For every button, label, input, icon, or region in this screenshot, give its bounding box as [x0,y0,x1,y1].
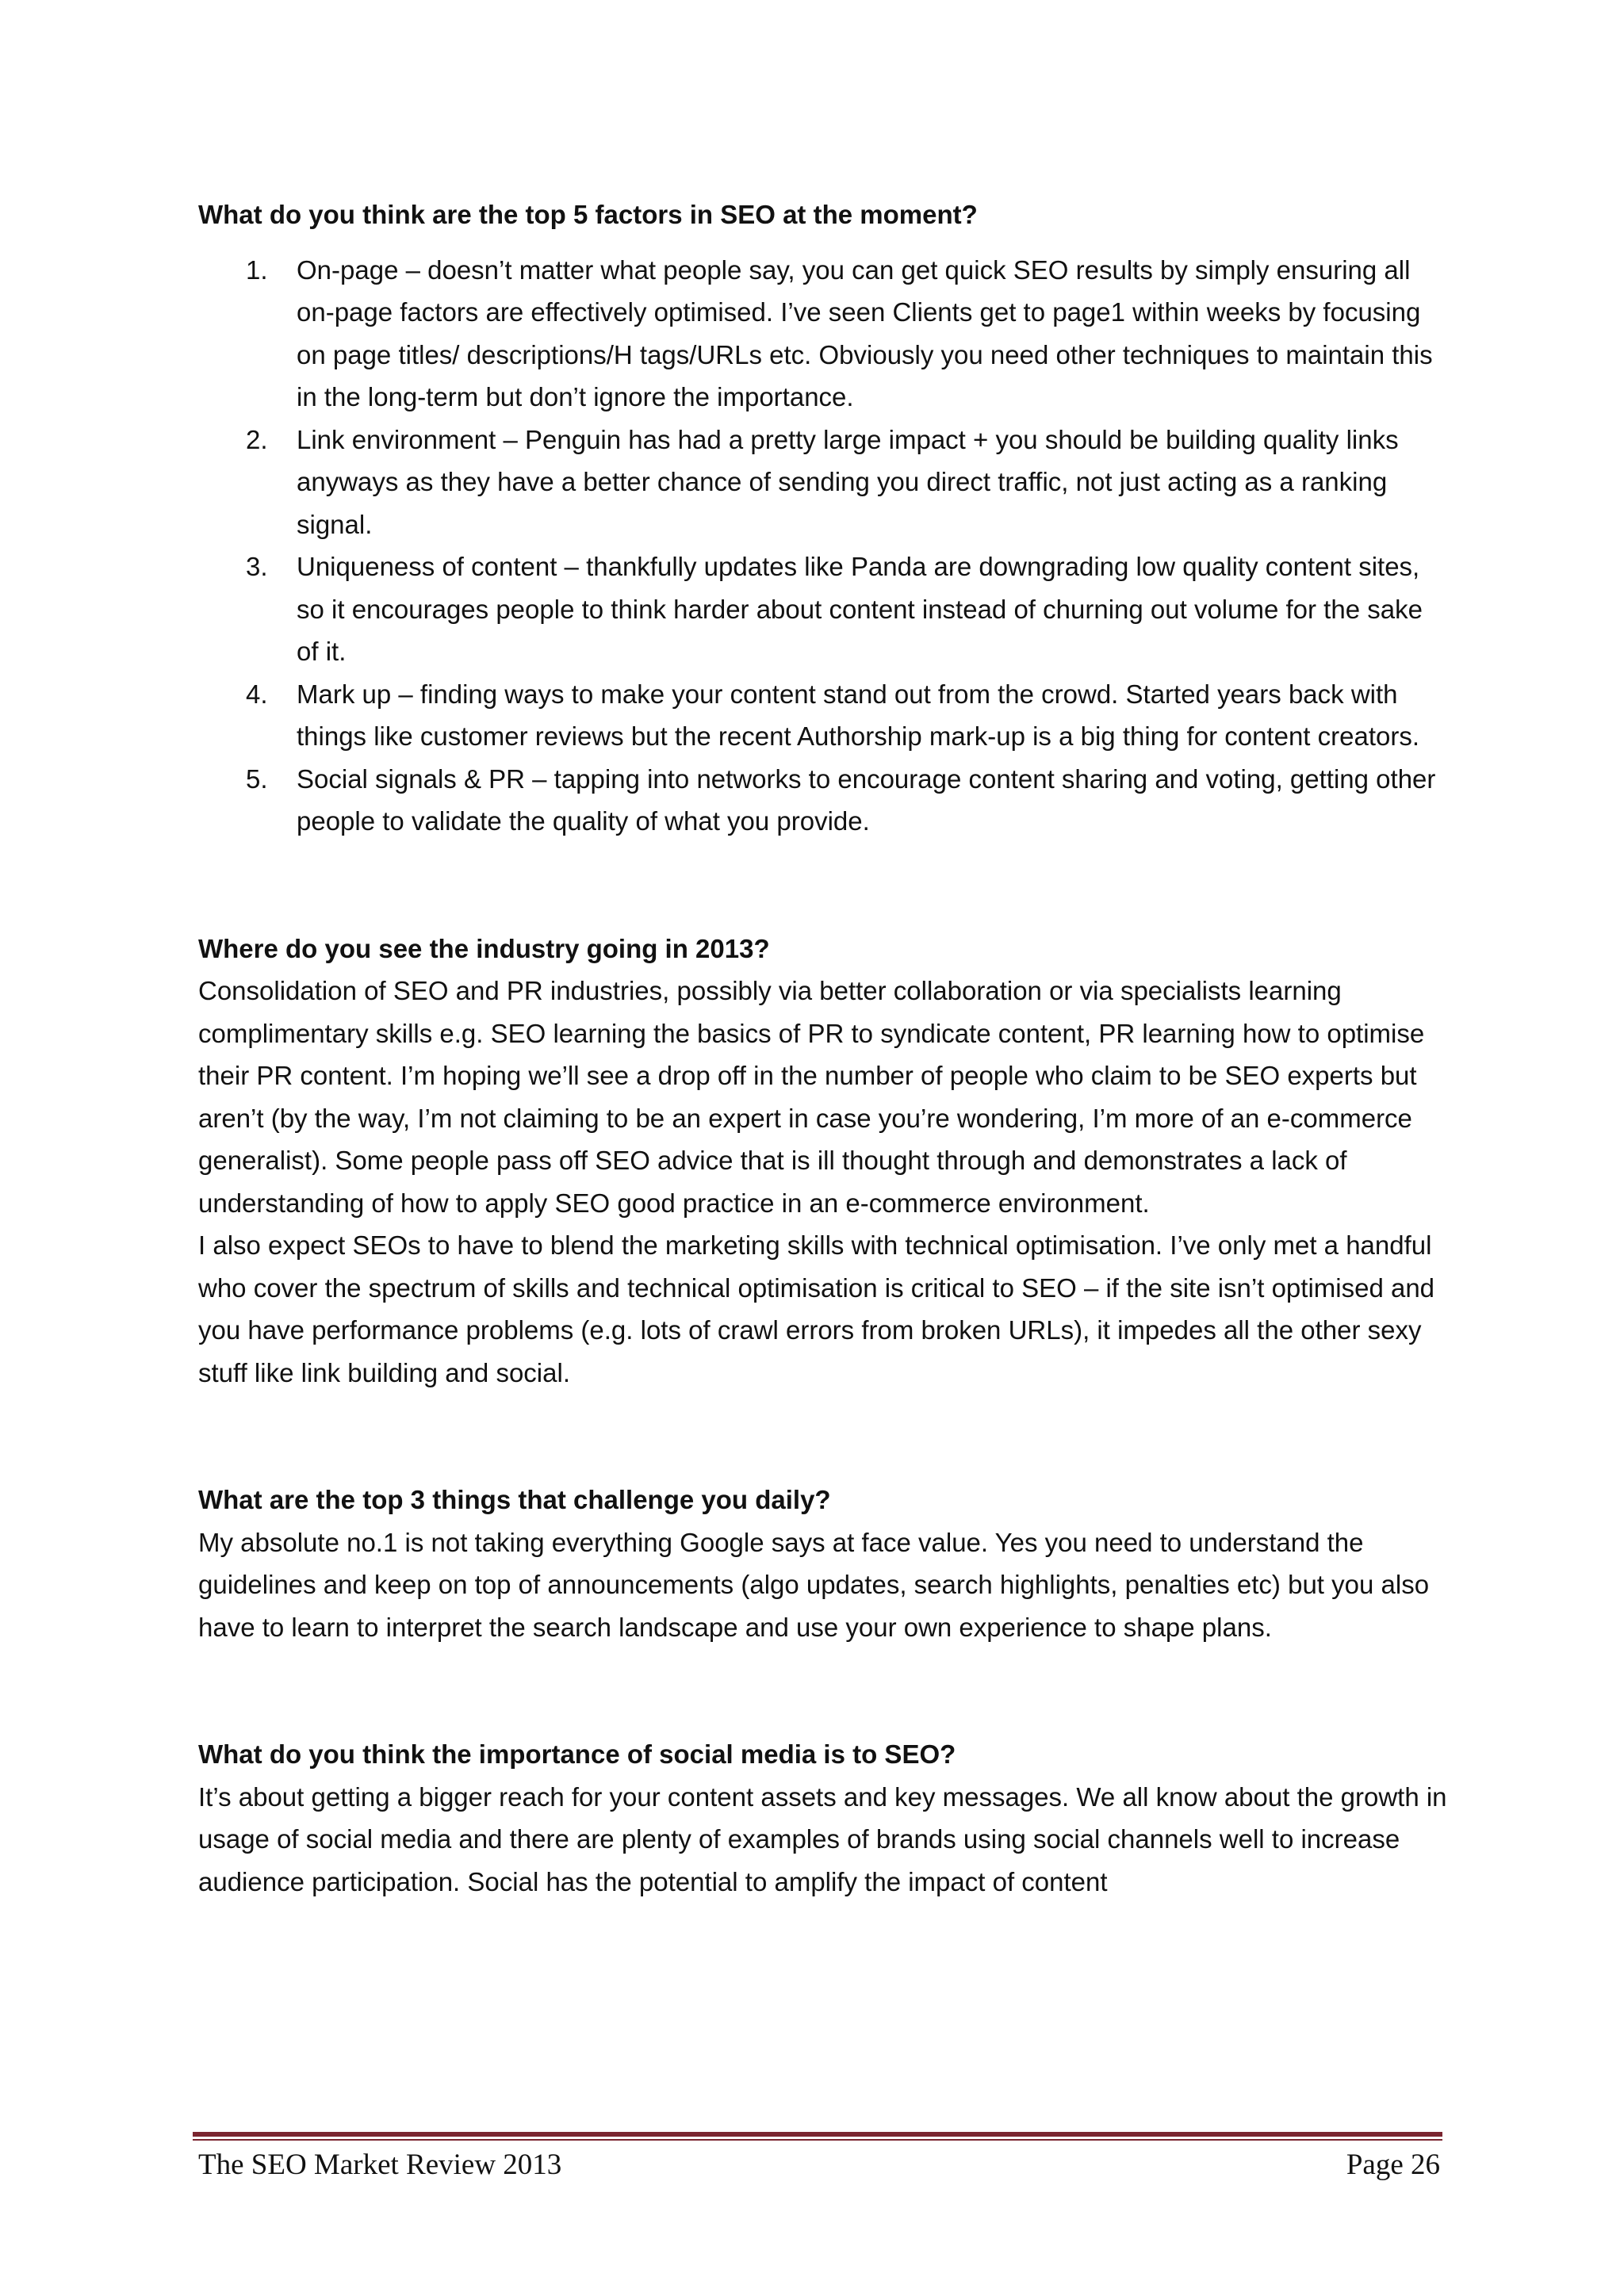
footer-title: The SEO Market Review 2013 [198,2149,562,2181]
section-spacer [198,1394,1451,1479]
list-number: 3. [246,552,268,581]
section-spacer [198,843,1451,928]
footer-rule [193,2132,1442,2137]
question-heading-social-media: What do you think the importance of social media is to SEO? [198,1739,956,1769]
question-heading-industry: Where do you see the industry going in 2013? [198,933,770,963]
footer-rule-thin [193,2139,1442,2141]
section-spacer [198,1648,1451,1733]
footer-page-number: Page 26 [1346,2149,1440,2181]
list-item [198,545,1451,673]
list-item [198,758,1451,843]
document-body [198,193,1451,1903]
question-heading-challenges: What are the top 3 things that challenge you daily? [198,1485,831,1514]
factors-list [198,249,1451,843]
list-item [198,673,1451,758]
list-item-text: Link environment – Penguin has had a pretty large impact + you should be building quality links anyways as they have a better chance of sending you direct traffic, not just acting as a ranking signal. [297,424,1399,539]
list-item [198,419,1451,546]
list-item-text: Social signals & PR – tapping into networks to encourage content sharing and voting, getting other people to validate the quality of what you provide. [297,763,1436,836]
list-number: 5. [246,763,268,794]
list-item [198,249,1451,419]
answer-paragraph: Consolidation of SEO and PR industries, possibly via better collaboration or via specialists learning complimentary skills e.g. SEO learning the basics of PR to syndicate content, PR learning how to optimise their PR content. I’m hoping we’ll see a drop off in the number of people who claim to be SEO experts but aren’t (by the way, I’m not claiming to be an expert in case you’re wondering, I’m more of an e-commerce generalist). Some people pass off SEO advice that is ill thought through and demonstrates a lack of understanding of how to apply SEO good practice in an e-commerce environment. [198,976,1425,1218]
list-item-text: On-page – doesn’t matter what people say, you can get quick SEO results by simply ensuring all on-page factors are effectively optimised. I’ve seen Clients get to page1 within weeks by focusing on page titles/ descriptions/H tags/URLs etc. Obviously you need other techniques to maintain this in the long-term but don’t ignore the importance. [297,254,1433,411]
list-number: 1. [246,254,268,285]
list-number: 2. [246,424,268,454]
answer-paragraph: It’s about getting a bigger reach for your content assets and key messages. We all know about the growth in usage of social media and there are plenty of examples of brands using social channels well to increase audience participation. Social has the potential to amplify the impact of content [198,1781,1447,1896]
list-item-text: Uniqueness of content – thankfully updates like Panda are downgrading low quality content sites, so it encourages people to think harder about content instead of churning out volume for the sake of it. [297,552,1423,666]
answer-paragraph: I also expect SEOs to have to blend the marketing skills with technical optimisation. I’ve only met a handful who cover the spectrum of skills and technical optimisation is critical to SEO – if the site isn’t optimised and you have performance problems (e.g. lots of crawl errors from broken URLs), it impedes all the other sexy stuff like link building and social. [198,1230,1435,1387]
answer-paragraph: My absolute no.1 is not taking everything Google says at face value. Yes you need to understand the guidelines and keep on top of announcements (algo updates, search highlights, penalties etc) but you also have to learn to interpret the search landscape and use your own experience to shape plans. [198,1527,1430,1642]
list-number: 4. [246,679,268,709]
list-item-text: Mark up – finding ways to make your content stand out from the crowd. Started years back with things like customer reviews but the recent Authorship mark-up is a big thing for content creators. [297,679,1420,751]
question-heading-top-factors: What do you think are the top 5 factors in SEO at the moment? [198,200,978,229]
